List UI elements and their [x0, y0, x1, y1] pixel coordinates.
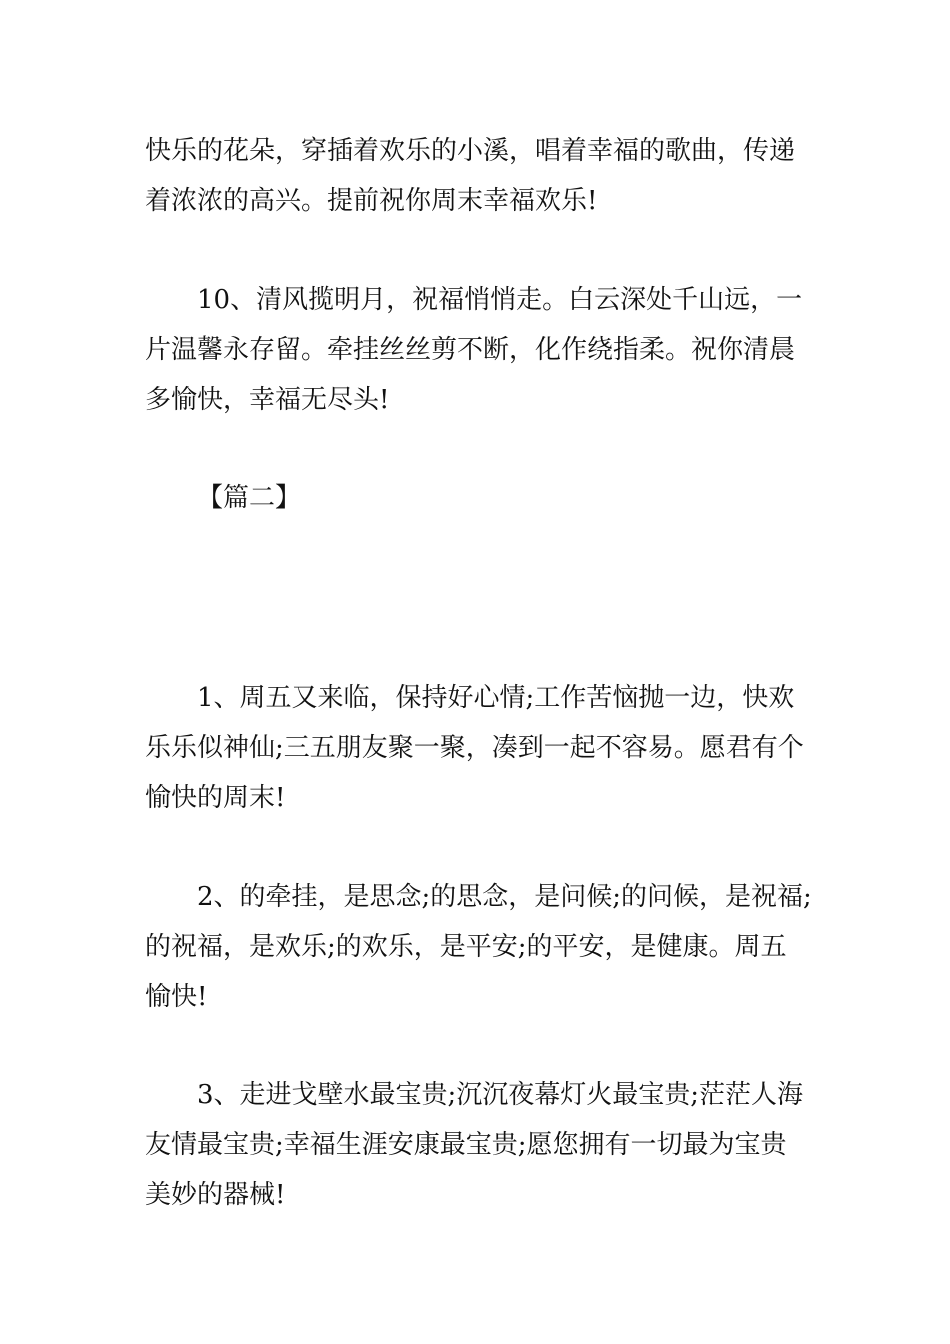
text-line: 1、周五又来临，保持好心情;工作苦恼抛一边，快欢	[197, 683, 795, 713]
text-line: 片温馨永存留。牵挂丝丝剪不断，化作绕指柔。祝你清晨	[145, 335, 796, 365]
text-line: 3、走进戈壁水最宝贵;沉沉夜幕灯火最宝贵;茫茫人海	[197, 1080, 804, 1110]
text-line: 10、清风揽明月，祝福悄悄走。白云深处千山远，一	[197, 285, 803, 315]
text-line: 乐乐似神仙;三五朋友聚一聚，凑到一起不容易。愿君有个	[145, 733, 804, 763]
section-heading: 【篇二】	[197, 483, 302, 513]
text-line: 友情最宝贵;幸福生涯安康最宝贵;愿您拥有一切最为宝贵	[145, 1130, 787, 1160]
paragraph-item-1	[145, 673, 815, 823]
text-line: 多愉快，幸福无尽头!	[145, 385, 390, 415]
text-line: 着浓浓的高兴。提前祝你周末幸福欢乐!	[145, 186, 598, 216]
text-line: 愉快的周末!	[145, 783, 286, 813]
text-line: 愉快!	[145, 982, 208, 1012]
text-line: 的祝福，是欢乐;的欢乐，是平安;的平安，是健康。周五	[145, 932, 787, 962]
paragraph-item-10	[145, 275, 815, 425]
text-line: 美妙的器械!	[145, 1180, 286, 1210]
paragraph-item-3	[145, 1070, 815, 1220]
paragraph-continued	[145, 126, 815, 226]
text-line: 2、的牵挂，是思念;的思念，是问候;的问候，是祝福;	[197, 882, 812, 912]
paragraph-item-2	[145, 872, 815, 1022]
text-line: 快乐的花朵，穿插着欢乐的小溪，唱着幸福的歌曲，传递	[145, 136, 796, 166]
